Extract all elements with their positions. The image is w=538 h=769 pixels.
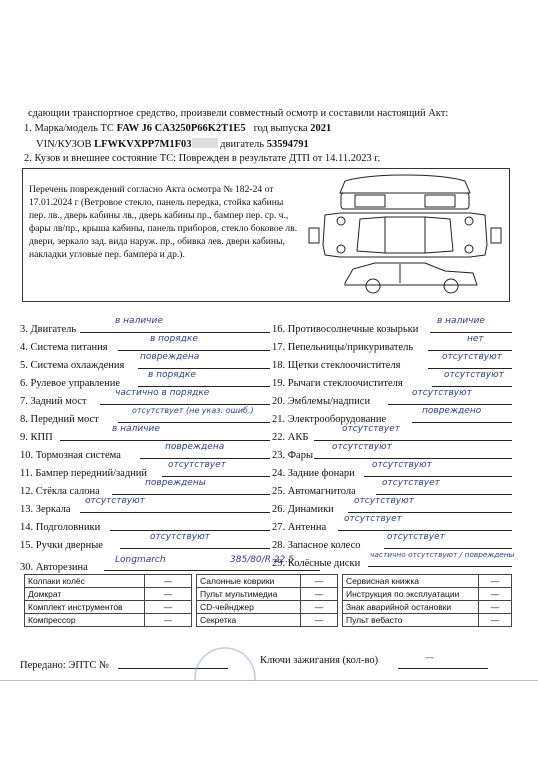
underline-divider bbox=[384, 548, 512, 549]
car-diagram-icon bbox=[305, 173, 505, 299]
table-cell: Сервисная книжка bbox=[343, 575, 479, 588]
table-cell: — bbox=[479, 588, 512, 601]
equipment-col-3 bbox=[342, 574, 512, 627]
list-item: 11. Бампер передний/задний отсутствует bbox=[20, 463, 270, 481]
tires-brand: Longmarch bbox=[115, 555, 166, 565]
underline-divider bbox=[364, 476, 512, 477]
table-row bbox=[343, 575, 512, 588]
underline-divider bbox=[162, 476, 270, 477]
table-cell: — bbox=[301, 614, 338, 627]
table-cell: Пульт мультимедиа bbox=[197, 588, 301, 601]
underline-divider bbox=[338, 530, 512, 531]
underline-divider bbox=[430, 332, 512, 333]
body-label: 2. Кузов и внешнее состояние ТС: bbox=[24, 153, 177, 164]
table-cell: — bbox=[145, 601, 192, 614]
engine-value: 53594791 bbox=[266, 139, 309, 150]
table-row bbox=[343, 588, 512, 601]
list-item: 4. Система питания в порядке bbox=[20, 337, 270, 355]
table-row bbox=[197, 601, 338, 614]
table-cell: — bbox=[301, 588, 338, 601]
blank-header-area bbox=[0, 0, 538, 88]
underline-divider bbox=[60, 440, 270, 441]
list-item: 16. Противосолнечные козырьки в наличие bbox=[272, 319, 512, 337]
list-item: 5. Система охлаждения повреждена bbox=[20, 355, 270, 373]
engine-label: двигатель bbox=[220, 139, 265, 150]
underline-divider bbox=[112, 494, 270, 495]
underline-divider bbox=[388, 404, 512, 405]
vin-label: VIN/КУЗОВ bbox=[36, 139, 92, 150]
list-item: 22. АКБ отсутствует bbox=[272, 427, 512, 445]
underline-divider bbox=[432, 386, 512, 387]
table-row bbox=[25, 614, 192, 627]
table-row bbox=[25, 601, 192, 614]
table-row bbox=[197, 575, 338, 588]
model-line bbox=[24, 123, 331, 134]
underline-divider bbox=[118, 350, 270, 351]
list-item: 20. Эмблемы/надписи отсутствуют bbox=[272, 391, 512, 409]
underline-divider bbox=[118, 422, 270, 423]
list-item: 15. Ручки дверные отсутствуют bbox=[20, 535, 270, 553]
list-item: 27. Антенна отсутствует bbox=[272, 517, 512, 535]
table-cell: — bbox=[145, 575, 192, 588]
underline-divider bbox=[138, 368, 270, 369]
table-row bbox=[25, 575, 192, 588]
list-item: 21. Электрооборудование повреждено bbox=[272, 409, 512, 427]
underline-divider bbox=[376, 494, 512, 495]
keys-label: Ключи зажигания (кол-во) bbox=[260, 655, 379, 666]
underline-divider bbox=[100, 404, 270, 405]
list-item: 19. Рычаги стеклоочистителя отсутствуют bbox=[272, 373, 512, 391]
table-row bbox=[343, 601, 512, 614]
list-item: 14. Подголовники bbox=[20, 517, 270, 535]
table-row bbox=[343, 614, 512, 627]
list-item: 26. Динамики отсутствуют bbox=[272, 499, 512, 517]
underline-divider bbox=[368, 566, 512, 567]
table-cell: Домкрат bbox=[25, 588, 145, 601]
table-cell: — bbox=[301, 601, 338, 614]
underline-divider bbox=[110, 530, 270, 531]
underline-divider bbox=[80, 332, 270, 333]
list-item: 25. Автомагнитола отсутствует bbox=[272, 481, 512, 499]
stamp-icon bbox=[190, 640, 260, 680]
pts-label: Передано: ЭПТС № bbox=[20, 660, 110, 671]
list-item: 18. Щетки стеклоочистителя отсутствуют bbox=[272, 355, 512, 373]
underline-divider bbox=[314, 440, 512, 441]
list-item: 24. Задние фонари отсутствуют bbox=[272, 463, 512, 481]
list-item: 9. КПП в наличие bbox=[20, 427, 270, 445]
table-cell: Пульт вебасто bbox=[343, 614, 479, 627]
left-items bbox=[20, 316, 270, 553]
underline-divider bbox=[412, 422, 512, 423]
underline-divider bbox=[140, 458, 270, 459]
table-cell: Инструкция по эксплуатации bbox=[343, 588, 479, 601]
blank-footer-area bbox=[0, 680, 538, 769]
table-cell: — bbox=[145, 614, 192, 627]
table-cell: — bbox=[479, 614, 512, 627]
table-cell: Салонные коврики bbox=[197, 575, 301, 588]
underline-divider bbox=[138, 386, 270, 387]
list-item: 17. Пепельницы/прикуриватель нет bbox=[272, 337, 512, 355]
body-line bbox=[24, 153, 380, 164]
list-item: 7. Задний мост частично в порядке bbox=[20, 391, 270, 409]
list-item: 28. Запасное колесо отсутствует bbox=[272, 535, 512, 553]
underline-divider bbox=[104, 570, 320, 571]
damage-box bbox=[22, 168, 510, 302]
table-cell: Колпаки колёс bbox=[25, 575, 145, 588]
table-cell: Комплект инструментов bbox=[25, 601, 145, 614]
underline-divider bbox=[314, 458, 512, 459]
table-row bbox=[197, 614, 338, 627]
list-item: 8. Передний мост отсутствует (не указ. ошиб.) bbox=[20, 409, 270, 427]
equipment-col-2 bbox=[196, 574, 338, 627]
table-cell: Знак аварийной остановки bbox=[343, 601, 479, 614]
underline-divider bbox=[80, 512, 270, 513]
year-value: 2021 bbox=[310, 123, 332, 134]
tires-size: 385/80/R 22.5 bbox=[230, 555, 294, 565]
list-item: 12. Стёкла салона повреждены bbox=[20, 481, 270, 499]
underline-divider bbox=[398, 668, 488, 669]
list-item: 3. Двигатель в наличие bbox=[20, 319, 270, 337]
underline-divider bbox=[428, 350, 512, 351]
tires-line: 30. Авторезина Longmarch 385/80/R 22.5 bbox=[20, 557, 320, 573]
equipment-col-1 bbox=[24, 574, 192, 627]
table-cell: Компрессор bbox=[25, 614, 145, 627]
list-item: 6. Рулевое управление в порядке bbox=[20, 373, 270, 391]
table-cell: — bbox=[145, 588, 192, 601]
table-cell: — bbox=[301, 575, 338, 588]
table-row bbox=[197, 588, 338, 601]
model-label: 1. Марка/модель ТС bbox=[24, 123, 114, 134]
underline-divider bbox=[348, 512, 512, 513]
list-item: 29. Колёсные диски частично отсутствуют / повреждены bbox=[272, 550, 515, 569]
damage-description: Перечень повреждений согласно Акта осмотра № 182-24 от 17.01.2024 г (Ветровое стекло, панель передка, стойка кабины пер. лв., дверь кабины лв., дверь кабины пр., бампер пер. ср. ч., фары лв/пр., крыша кабины, панель приборов, стекло боковое лв. двери, зеркало зад. вида наруж. пр., обивка лев. двери кабины, накладки угловые пер. бампера и др.). bbox=[29, 184, 298, 260]
list-item: 13. Зеркала отсутствуют bbox=[20, 499, 270, 517]
handover-line bbox=[20, 655, 520, 671]
table-row bbox=[25, 588, 192, 601]
list-item: 10. Тормозная система повреждена bbox=[20, 445, 270, 463]
table-cell: — bbox=[479, 601, 512, 614]
vin-line bbox=[36, 138, 309, 150]
table-cell: — bbox=[479, 575, 512, 588]
vin-redaction bbox=[192, 138, 218, 148]
keys-value: — bbox=[425, 653, 434, 663]
vin-value: LFWKVXPP7M1F03 bbox=[94, 139, 192, 150]
intro-text: сдающии транспортное средство, произвели совместный осмотр и составили настоящий Акт: bbox=[28, 108, 449, 119]
underline-divider bbox=[120, 548, 270, 549]
underline-divider bbox=[428, 368, 512, 369]
table-cell: CD-чейнджер bbox=[197, 601, 301, 614]
right-items bbox=[272, 316, 515, 571]
model-value: FAW J6 CA3250P66K2T1E5 bbox=[116, 123, 246, 134]
table-cell: Секретка bbox=[197, 614, 301, 627]
list-item: 23. Фары отсутствуют bbox=[272, 445, 512, 463]
body-value: Поврежден в результате ДТП от 14.11.2023 г. bbox=[178, 153, 381, 164]
year-label: год выпуска bbox=[253, 123, 308, 134]
